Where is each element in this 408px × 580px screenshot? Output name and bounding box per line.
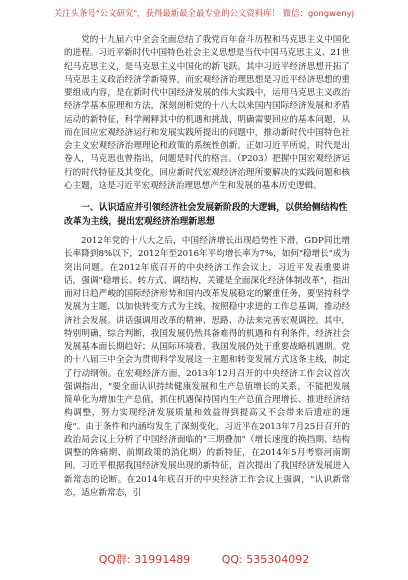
document-body	[64, 34, 350, 500]
footer-qq-group: QQ群: 31991489	[98, 553, 191, 566]
paragraph-section-1: 2012年党的十八大之后，中国经济增长出现趋势性下滑，GDP同比增长率降到8%以下，2012年至2016年平均增长率为7%，如何"稳增长"成为突出问题。在2012年底召开的中央经济工作会议上，习近平发表重要讲话，强调"稳增长、转方式、调结构，关键是全面深化经济体制改革"，指出面对日趋严峻的国际经济形势和国内改革发展稳定的繁重任务，要坚持科学发展为主题，以加快转变方式为主线，按照稳中求进的工作总基调，推动经济社会发展。讲话强调用改革的精神、思路、办法来完善宏观调控。其中，特别明确，综合判断，我国发展仍然具备难得的机遇和有利条件，经济社会发展基本面长期趋好；从国际环境看，我国发展仍处于重要战略机遇期。党的十八届三中全会为贯彻科学发展这一主题和转变发展方式这条主线，制定了行动纲领。在宏观经济方面，2013年12月召开的中央经济工作会议首次强调指出，"要全面认识持续健康发展和生产总值增长的关系，不能把发展简单化为增加生产总值，抓住机遇保持国内生产总值合理增长、推进经济结构调整，努力实现经济发展质量和效益得到提高又不会带来后遗症的速度"。由于条件和内涵均发生了深刻变化，习近平在2013年7月25日召开的政治局会议上分析了中国经济面临的"三期叠加"（增长速度的换挡期、结构调整的阵痛期、前期政策的消化期）的新特征，在2014年5月考察河南期间，习近平根据我国经济发展出现的新特征，首次提出了我国经济发展进入新常态的论断。在2014年底召开的中央经济工作会议上强调，"认识新常态，适应新常态，引	[64, 236, 350, 498]
footer	[0, 551, 408, 567]
section-heading: 一、认识适应并引领经济社会发展新阶段的大逻辑，以供给侧结构性改革为主线，提出宏观经济治理新思想	[64, 203, 348, 227]
paragraph-intro: 党的十九届六中全会全面总结了我党百年奋斗历程和马克思主义中国化的进程。习近平新时代中国特色社会主义思想是当代中国马克思主义、21世纪马克思主义，是马克思主义中国化的新飞跃。其中习近平经济思想开拓了马克思主义政治经济学新境界，而宏观经济治理思想是习近平经济思想的重要组成内容，是在新时代中国经济发展的伟大实践中，运用马克思主义政治经济学基本原理和方法，深刻剖析党的十八大以来国内国际经济发展和矛盾运动的新特征，科学阐释其中的机遇和挑战，明确需要回应的基本问题，从而在回应宏观经济运行和发展实践所提出的问题中，推动新时代中国特色社会主义宏观经济治理理论和政策的系统性创新。正如习近平所说，时代是出卷人，马克思也曾指出，问题是时代的格言。（P203）把握中国宏观经济运行的时代特征及其变化，回应新时代宏观经济治理所要解决的实践问题和核心主题，这是习近平宏观经济治理思想产生和发展的基本历史逻辑。	[64, 35, 350, 191]
footer-qq-contact: QQ: 535304092	[221, 553, 310, 566]
header-notice: 关注头条号"公文研究"，获得最新最全最专业的公文资料库！ 微信：gongwenyj	[53, 8, 355, 18]
